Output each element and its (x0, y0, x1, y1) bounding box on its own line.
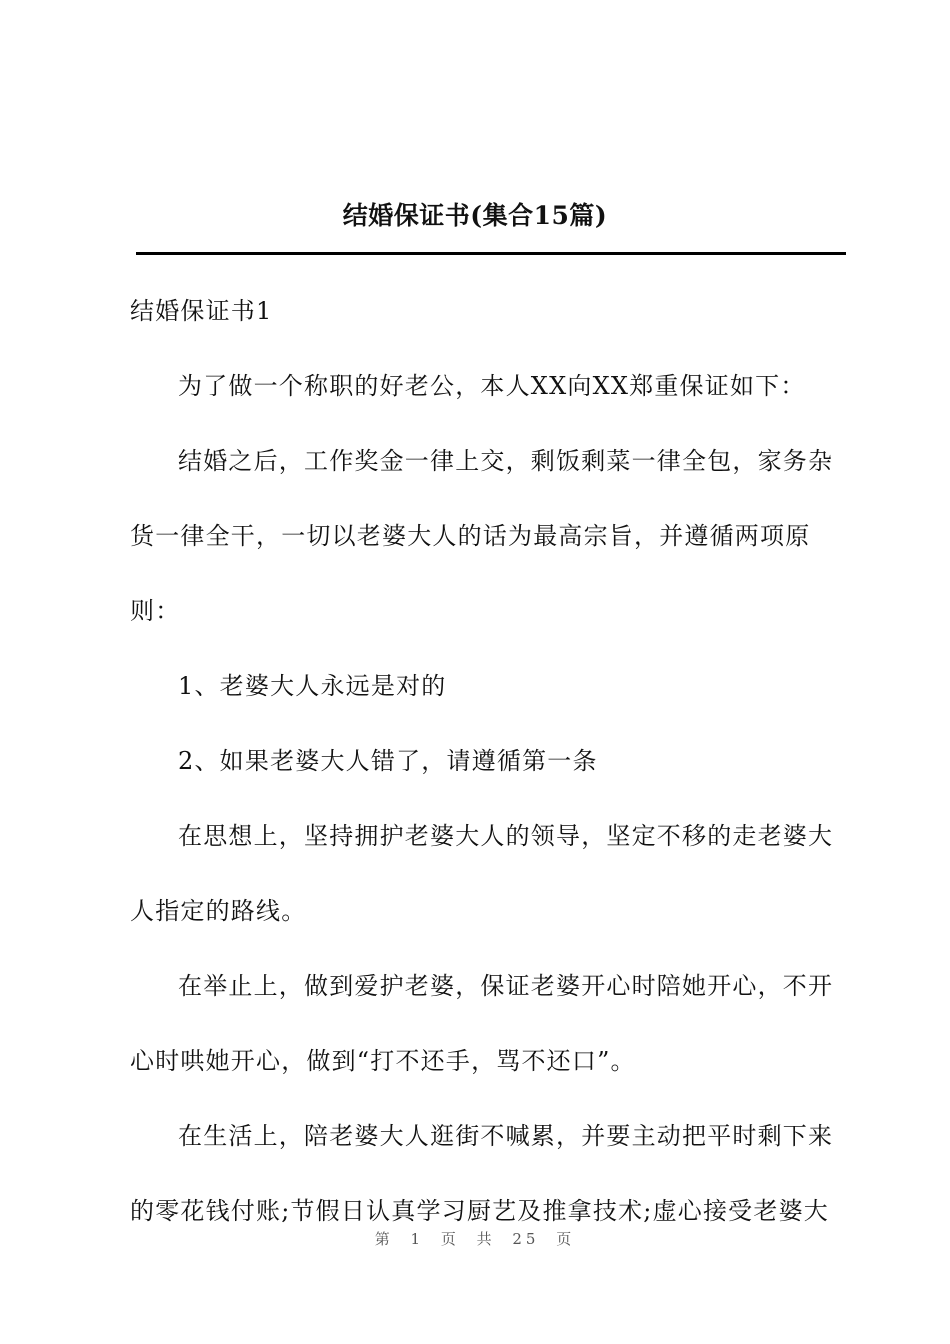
paragraph: 在生活上，陪老婆大人逛街不喊累，并要主动把平时剩下来的零花钱付账;节假日认真学习厨艺及推拿技术;虚心接受老婆大 (130, 1122, 834, 1225)
paragraph: 在思想上，坚持拥护老婆大人的领导，坚定不移的走老婆大人指定的路线。 (130, 822, 834, 925)
document-title: 结婚保证书(集合15篇) (342, 201, 608, 230)
paragraph: 结婚之后，工作奖金一律上交，剩饭剩菜一律全包，家务杂货一律全干，一切以老婆大人的话为最高宗旨，并遵循两项原则： (130, 447, 834, 625)
section-heading: 结婚保证书1 (130, 297, 273, 325)
document-body (130, 274, 850, 1249)
page-number-footer: 第 1 页 共 25 页 (374, 1230, 576, 1248)
paragraph: 2、如果老婆大人错了，请遵循第一条 (178, 747, 598, 775)
paragraph: 为了做一个称职的好老公，本人XX向XX郑重保证如下： (178, 372, 806, 400)
title-divider (136, 252, 846, 255)
paragraph: 1、老婆大人永远是对的 (178, 672, 447, 700)
paragraph: 在举止上，做到爱护老婆，保证老婆开心时陪她开心，不开心时哄她开心，做到“打不还手，骂不还口”。 (130, 972, 834, 1075)
